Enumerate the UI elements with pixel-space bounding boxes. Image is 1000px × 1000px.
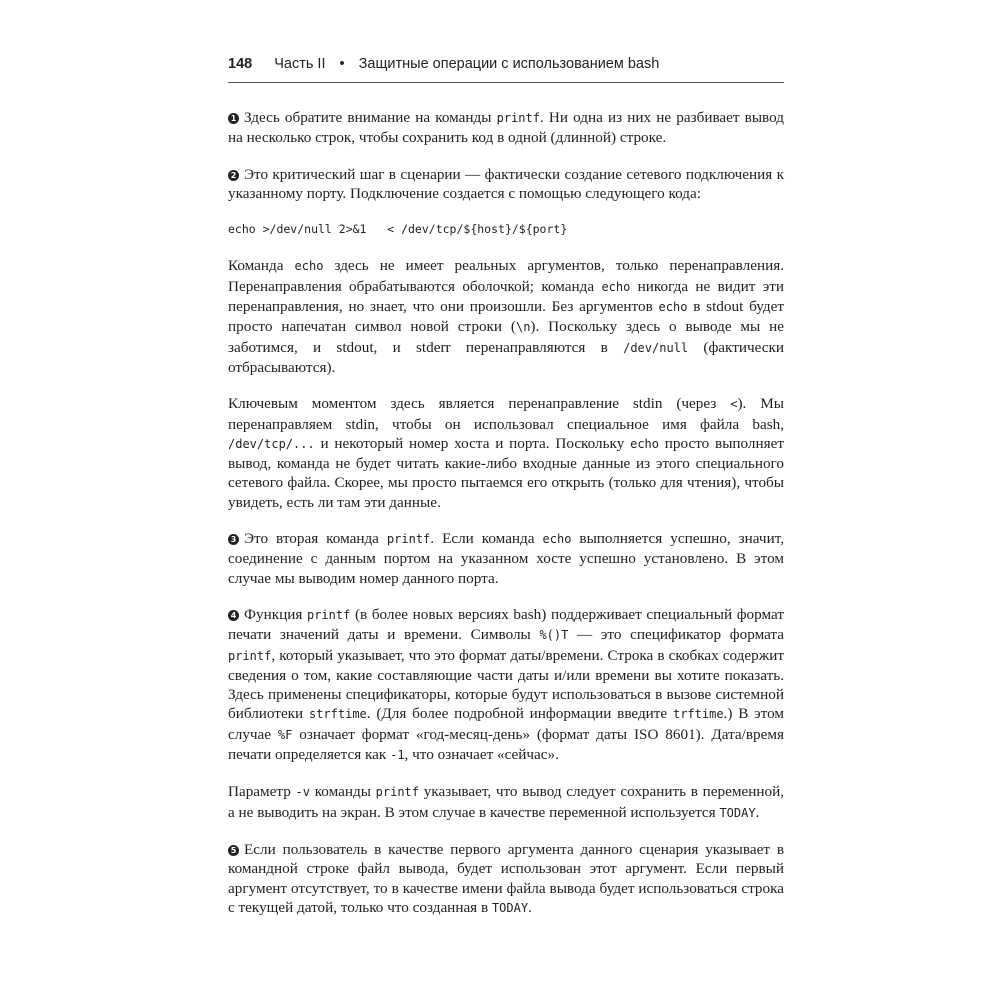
page-number: 148: [228, 56, 253, 72]
inline-code: TODAY: [719, 805, 756, 820]
inline-code: trftime: [672, 707, 724, 722]
text: .: [528, 898, 532, 916]
page-body: [228, 108, 784, 935]
callout-marker-1-icon: 1: [228, 113, 239, 124]
paragraph-1: [228, 108, 784, 148]
paragraph-5: [228, 529, 784, 588]
text: команды: [309, 783, 376, 801]
text: . Ни одна из них не разбивает вывод на несколько строк, чтобы сохранить код в одной (длинной) строке.: [228, 109, 784, 147]
inline-code: echo: [658, 300, 688, 315]
page-header: [228, 56, 784, 83]
text: ). Поскольку здесь о выводе мы не заботимся, и stdout, и stderr перенаправляются в: [228, 318, 784, 356]
inline-code: printf: [386, 532, 431, 547]
inline-code: echo: [294, 259, 324, 274]
inline-code: TODAY: [491, 900, 529, 915]
callout-marker-2-icon: 2: [228, 170, 239, 181]
inline-code: %()T: [539, 628, 569, 643]
text: Ключевым моментом здесь является перенаправление stdin (через: [228, 395, 731, 413]
text: Функция: [244, 605, 307, 623]
text: Параметр: [228, 783, 296, 801]
text: , что означает «сейчас».: [404, 746, 559, 764]
paragraph-7: [228, 782, 784, 823]
text: здесь не имеет реальных аргументов, только перенаправления. Перенаправления обрабатываются оболочкой; команда: [228, 257, 784, 295]
inline-code: printf: [306, 607, 351, 622]
text: (фактически отбрасываются).: [228, 338, 784, 376]
inline-code: printf: [228, 648, 272, 663]
inline-code: strftime: [308, 707, 367, 722]
inline-code: -v: [295, 785, 310, 800]
inline-code: printf: [496, 111, 540, 125]
inline-code: echo: [542, 532, 572, 547]
inline-code: /dev/null: [623, 340, 689, 355]
text: ). Мы перенаправляем stdin, чтобы он использовал специальное имя файла bash,: [228, 395, 784, 433]
text: Это критический шаг в сценарии — фактически создание сетевого подключения к указанному порту. Подключение создается с помощью следующего кода:: [228, 165, 784, 202]
text: никогда не видит эти перенаправления, но знает, что они произошли. Без аргументов: [228, 277, 784, 316]
inline-code: /dev/tcp/...: [228, 436, 315, 451]
paragraph-4: [228, 394, 784, 512]
paragraph-3: [228, 256, 784, 377]
paragraph-6: [228, 605, 784, 765]
inline-code: %F: [277, 727, 293, 742]
paragraph-8: [228, 840, 784, 918]
text: означает формат «год-месяц-день» (формат даты ISO 8601). Дата/время печати определяется как: [228, 725, 784, 764]
text: (в более новых версиях bash) поддерживает специальный формат печати значений даты и времени. Символы: [228, 605, 784, 644]
text: указывает, что вывод следует сохранить в переменной, а не выводить на экран. В этом случае в качестве переменной используется: [228, 783, 784, 821]
text: Это вторая команда: [244, 530, 387, 548]
inline-code: echo: [630, 436, 660, 451]
text: и некоторый номер хоста и порта. Поскольку: [314, 434, 631, 452]
section-title: Защитные операции с использованием bash: [358, 56, 660, 72]
text: Здесь обратите внимание на команды: [244, 109, 497, 126]
text: .: [755, 803, 760, 821]
callout-marker-5-icon: 5: [228, 845, 239, 856]
text: просто выполняет вывод, команда не будет читать какие-либо входные данные из этого специального сетевого файла. Скорее, мы просто пытаемся его открыть (только для чтения), чтобы увидеть, есть ли там эти данные.: [228, 434, 785, 511]
text: в stdout будет просто напечатан символ новой строки (: [228, 298, 784, 336]
text: . (Для более подробной информации введите: [366, 705, 673, 723]
text: , который указывает, что это формат даты/времени. Строка в скобках содержит сведения о том, какие составляющие части даты и/или времени вы хотите показать. Здесь применены спецификаторы, которые будут использоваться в вызове системной библиотеки: [228, 646, 784, 723]
text: Команда: [228, 257, 295, 275]
code-block: echo >/dev/null 2>&1 < /dev/tcp/${host}/${port}: [228, 222, 568, 237]
inline-code: -1: [390, 748, 405, 763]
text: Если пользователь в качестве первого аргумента данного сценария указывает в командной строке файл вывода, будет использован этот аргумент. Если первый аргумент отсутствует, то в качестве имени файла вывода будет использоваться строка с текущей датой, только что созданная в: [228, 840, 784, 916]
callout-marker-3-icon: 3: [228, 534, 239, 545]
header-separator: •: [339, 56, 345, 72]
inline-code: printf: [375, 785, 419, 800]
text: выполняется успешно, значит, соединение с данным портом на указанном хосте успешно установлено. В этом случае мы выводим номер данного порта.: [228, 530, 784, 587]
inline-code: echo: [601, 279, 631, 294]
text: — это спецификатор формата: [568, 626, 784, 644]
part-label: Часть II: [274, 56, 326, 72]
text: .) В этом случае: [228, 705, 784, 743]
inline-code: <: [730, 397, 738, 412]
inline-code: \n: [515, 320, 531, 335]
callout-marker-4-icon: 4: [228, 610, 239, 621]
text: . Если команда: [430, 530, 543, 548]
paragraph-2: [228, 165, 784, 204]
